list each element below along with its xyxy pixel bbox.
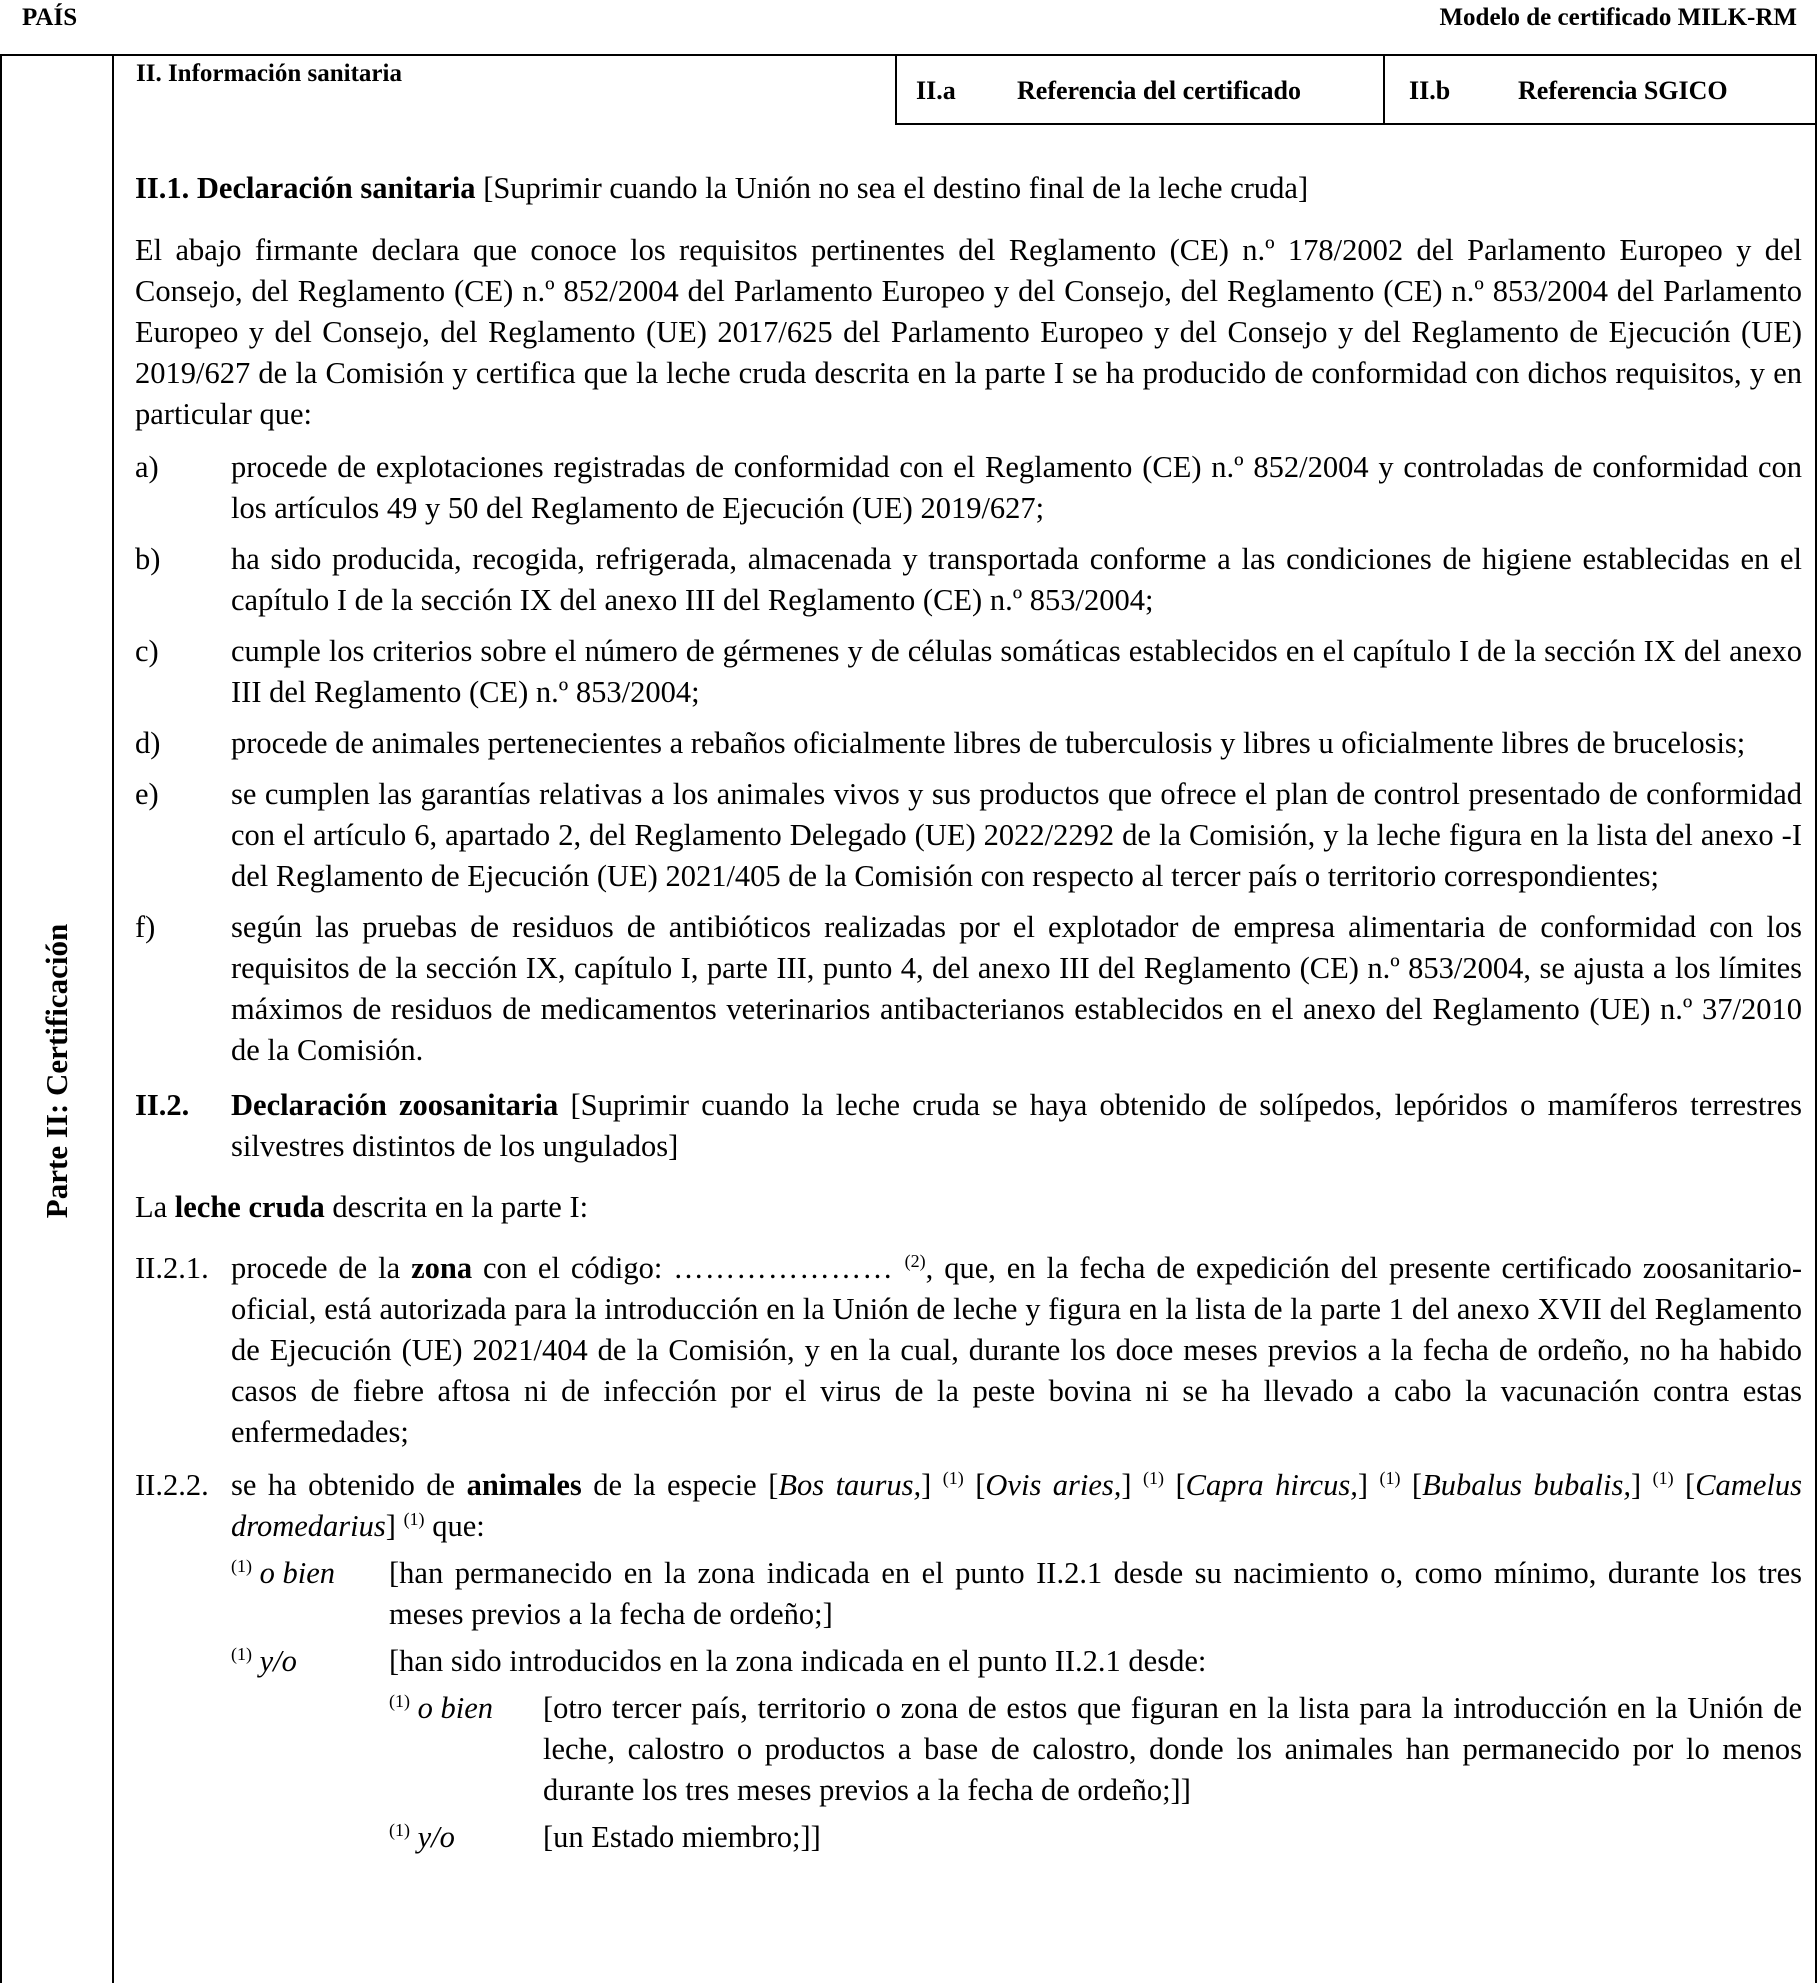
species-option[interactable]: Ovis aries, <box>985 1468 1122 1502</box>
ii2-number: II.2. <box>135 1088 190 1122</box>
part-label-vertical: Parte II: Certificación <box>39 923 74 1219</box>
item-label: b) <box>135 542 161 576</box>
item-label: f) <box>135 910 156 944</box>
ii2-intro-pre: La <box>135 1190 175 1224</box>
footnote-ref: (1) <box>1379 1467 1401 1488</box>
reference-divider <box>1383 56 1385 123</box>
footnote-ref: (1) <box>389 1819 410 1840</box>
ii2-heading-text <box>231 1085 1802 1167</box>
option-y-o[interactable] <box>231 1641 1802 1682</box>
suboption-o-bien[interactable] <box>389 1688 1802 1811</box>
item-text: procede de explotaciones registradas de conformidad con el Reglamento (CE) n.º 852/2004 y controladas de conformidad con los artículos 49 y 50 del Reglamento de Ejecución (UE) 2019/627; <box>231 450 1802 525</box>
certificate-model-header: Modelo de certificado MILK-RM <box>1439 4 1797 31</box>
ii2-1-pre: procede de la <box>231 1251 412 1285</box>
ref-b-code: II.b <box>1409 76 1451 105</box>
footnote-ref: (1) <box>231 1643 252 1664</box>
ii1-note: [Suprimir cuando la Unión no sea el destino final de la leche cruda] <box>483 171 1309 205</box>
ref-b-label: Referencia SGICO <box>1518 76 1728 105</box>
certificate-content <box>135 154 1802 1858</box>
list-item <box>135 539 1802 621</box>
ii2-intro-bold: leche cruda <box>174 1190 325 1224</box>
option-key <box>389 1817 543 1858</box>
ii1-number: II.1. <box>135 171 190 205</box>
ii2-heading <box>135 1085 1802 1167</box>
option-key-text: y/o <box>259 1644 297 1678</box>
option-key <box>231 1553 389 1635</box>
species-option[interactable]: Bubalus bubalis, <box>1422 1468 1631 1502</box>
ref-a-code: II.a <box>916 76 956 105</box>
ii2-intro <box>135 1187 1802 1228</box>
option-key-text: o bien <box>417 1691 494 1725</box>
list-item <box>135 723 1802 764</box>
option-key-text: o bien <box>259 1556 336 1590</box>
footnote-ref: (2) <box>904 1250 926 1271</box>
ii1-heading <box>135 168 1802 209</box>
option-o-bien[interactable] <box>231 1553 1802 1635</box>
item-label: d) <box>135 726 161 760</box>
footnote-ref: (1) <box>231 1555 252 1576</box>
option-text: [otro tercer país, territorio o zona de estos que figuran en la lista para la introducción en la Unión de leche, calostro o productos a base de calostro, donde los animales han permanecido por lo menos durante los tres meses previos a la fecha de ordeño;]] <box>543 1691 1802 1807</box>
item-text: ha sido producida, recogida, refrigerada, almacenada y transportada conforme a las condiciones de higiene establecidas en el capítulo I de la sección IX del anexo III del Reglamento (CE) n.º 853/2004; <box>231 542 1802 617</box>
ii2-note: [Suprimir cuando la leche cruda se haya obtenido de solípedos, lepóridos o mamíferos terrestres silvestres distintos de los ungulados] <box>231 1088 1802 1163</box>
item-label: a) <box>135 450 159 484</box>
ii2-2-paragraph <box>135 1465 1802 1547</box>
option-text: [un Estado miembro;]] <box>543 1820 821 1854</box>
list-item <box>135 907 1802 1071</box>
side-column <box>2 56 114 1983</box>
ii2-2-bold: animales <box>466 1468 582 1502</box>
species-option[interactable]: Bos taurus, <box>778 1468 922 1502</box>
item-label: c) <box>135 634 159 668</box>
zone-code-field[interactable]: ………………… <box>673 1251 894 1285</box>
species-option[interactable]: Capra hircus, <box>1185 1468 1358 1502</box>
country-header: PAÍS <box>22 4 78 31</box>
ii2-intro-post: descrita en la parte I: <box>324 1190 589 1224</box>
item-text: procede de animales pertenecientes a rebaños oficialmente libres de tuberculosis y libres u oficialmente libres de brucelosis; <box>231 726 1746 760</box>
section-title: II. Información sanitaria <box>136 60 402 87</box>
footnote-ref: (1) <box>942 1467 964 1488</box>
option-key <box>389 1688 543 1811</box>
ii1-intro: El abajo firmante declara que conoce los requisitos pertinentes del Reglamento (CE) n.º 178/2002 del Parlamento Europeo y del Consejo, del Reglamento (CE) n.º 852/2004 del Parlamento Europeo y del Consejo, del Reglamento (CE) n.º 853/2004 del Parlamento Europeo y del Consejo, del Reglamento (UE) 2017/625 del Parlamento Europeo y del Consejo y del Reglamento de Ejecución (UE) 2019/627 de la Comisión y certifica que la leche cruda descrita en la parte I se ha producido de conformidad con dichos requisitos, y en particular que: <box>135 233 1802 431</box>
item-text: se cumplen las garantías relativas a los animales vivos y sus productos que ofrece el plan de control presentado de conformidad con el artículo 6, apartado 2, del Reglamento Delegado (UE) 2022/2292 de la Comisión, y la leche figura en la lista del anexo -I del Reglamento de Ejecución (UE) 2021/405 de la Comisión con respecto al tercer país o territorio correspondientes; <box>231 777 1802 893</box>
ii2-2-mid: de la especie <box>581 1468 769 1502</box>
ii2-2-end: que: <box>424 1509 485 1543</box>
item-label: e) <box>135 777 159 811</box>
option-key <box>231 1641 389 1682</box>
ref-a-label: Referencia del certificado <box>1017 76 1301 105</box>
list-item <box>135 447 1802 529</box>
ii2-title: Declaración zoosanitaria <box>231 1088 559 1122</box>
ii2-1-mid: con el código: <box>472 1251 674 1285</box>
list-item <box>135 631 1802 713</box>
footnote-ref: (1) <box>1652 1467 1674 1488</box>
ii2-2-text: se ha obtenido de animales de la especie [Bos taurus,] $^{(1)}$ [Ovis aries,] $^{(1)}$ [Capra hircus,] $^{(1)}$ [Bubalus bubalis,] $^{(1)}$ [Camelus dromedarius] $^{(1)}$ que: <box>231 1467 1802 1543</box>
option-key-text: y/o <box>417 1820 455 1854</box>
option-text: [han sido introducidos en la zona indicada en el punto II.2.1 desde: <box>389 1644 1207 1678</box>
item-text: cumple los criterios sobre el número de gérmenes y de células somáticas establecidos en el capítulo I de la sección IX del anexo III del Reglamento (CE) n.º 853/2004; <box>231 634 1802 709</box>
suboption-y-o[interactable] <box>389 1817 1802 1858</box>
footnote-ref: (1) <box>1143 1467 1165 1488</box>
footnote-ref: (1) <box>403 1508 425 1529</box>
ii2-1-post: , que, en la fecha de expedición del presente certificado zoosanitario-oficial, está autorizada para la introducción en la Unión de leche y figura en la lista de la parte 1 del anexo XVII del Reglamento de Ejecución (UE) 2021/404 de la Comisión, y en la cual, durante los doce meses previos a la fecha de ordeño, no ha habido casos de fiebre aftosa ni de infección por el virus de la peste bovina ni se ha llevado a cabo la vacunación contra estas enfermedades; <box>231 1251 1802 1449</box>
species-option[interactable]: Camelus dromedarius <box>231 1468 1802 1543</box>
ii2-1-number: II.2.1. <box>135 1251 209 1285</box>
ii2-1-paragraph <box>135 1248 1802 1453</box>
option-text: [han permanecido en la zona indicada en el punto II.2.1 desde su nacimiento o, como mínimo, durante los tres meses previos a la fecha de ordeño;] <box>389 1556 1802 1631</box>
certificate-frame <box>0 54 1817 1983</box>
ii2-2-number: II.2.2. <box>135 1468 209 1502</box>
reference-box <box>895 56 1817 125</box>
ii2-1-bold: zona <box>411 1251 473 1285</box>
ii2-1-text <box>231 1248 1802 1453</box>
ii1-list <box>135 447 1802 1071</box>
item-text: según las pruebas de residuos de antibióticos realizadas por el explotador de empresa alimentaria de conformidad con los requisitos de la sección IX, capítulo I, parte III, punto 4, del anexo III del Reglamento (CE) n.º 853/2004, se ajusta a los límites máximos de residuos de medicamentos veterinarios antibacterianos establecidos en el anexo del Reglamento (UE) n.º 37/2010 de la Comisión. <box>231 910 1802 1067</box>
footnote-ref: (1) <box>389 1690 410 1711</box>
ii1-title: Declaración sanitaria <box>196 171 476 205</box>
list-item <box>135 774 1802 897</box>
ii2-2-pre: se ha obtenido de <box>231 1468 467 1502</box>
